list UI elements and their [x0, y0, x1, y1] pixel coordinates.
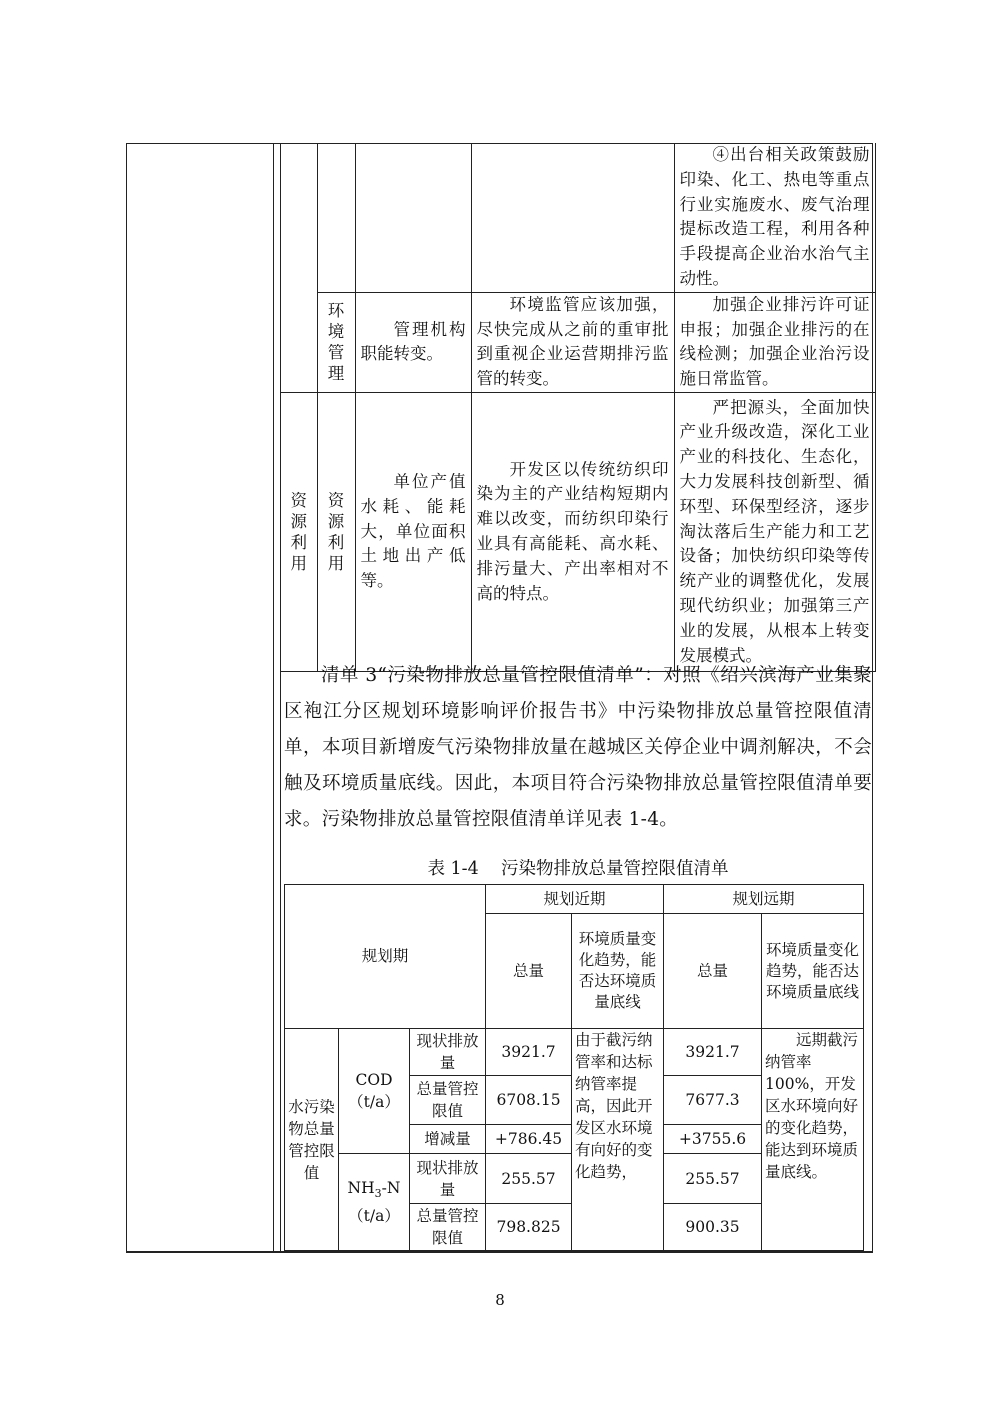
far-note: 远期截污纳管率100%，开发区水环境向好的变化趋势，能达到环境质量底线。 — [762, 1029, 864, 1251]
header-total-near: 总量 — [486, 914, 572, 1029]
row-label: 现状排放量 — [410, 1029, 486, 1076]
header-near: 规划近期 — [486, 885, 664, 914]
near-value: +786.45 — [486, 1125, 572, 1154]
table-cell — [281, 143, 317, 392]
far-value: 255.57 — [664, 1154, 762, 1204]
cause-cell: 环境监管应该加强，尽快完成从之前的重审批到重视企业运营期排污监管的转变。 — [471, 292, 674, 392]
header-total-far: 总量 — [664, 914, 762, 1029]
table-row — [285, 1029, 864, 1076]
near-value: 3921.7 — [486, 1029, 572, 1076]
frame-divider-left — [273, 143, 274, 1253]
cod-cell — [339, 1029, 410, 1154]
row-label: 现状排放量 — [410, 1154, 486, 1204]
far-value: 3921.7 — [664, 1029, 762, 1076]
nh-unit: （t/a） — [348, 1207, 400, 1226]
table-row — [285, 885, 864, 914]
measure-cell: 加强企业排污许可证申报；加强企业排污的在线检测；加强企业治污设施日常监管。 — [674, 292, 875, 392]
nh-label: $NH_3-N$ — [347, 1178, 401, 1201]
header-period: 规划期 — [285, 885, 486, 1029]
group-cell: 水污染物总量管控限值 — [285, 1029, 339, 1251]
header-far: 规划远期 — [664, 885, 864, 914]
table-cell — [471, 143, 674, 292]
header-env-far: 环境质量变化趋势，能否达环境质量底线 — [762, 914, 864, 1029]
row-label: 总量管控限值 — [410, 1204, 486, 1251]
row-label: 总量管控限值 — [410, 1076, 486, 1125]
near-value: 798.825 — [486, 1204, 572, 1251]
nh-cell — [339, 1154, 410, 1251]
pollutant-limits-table — [284, 884, 864, 1251]
table-row — [281, 143, 875, 292]
issues-measures-table — [281, 143, 876, 672]
far-value: +3755.6 — [664, 1125, 762, 1154]
far-value: 900.35 — [664, 1204, 762, 1251]
table-row — [281, 292, 875, 392]
near-value: 6708.15 — [486, 1076, 572, 1125]
near-note: 由于截污纳管率和达标纳管率提高，因此开发区水环境有向好的变化趋势， — [572, 1029, 664, 1251]
cod-label: COD — [355, 1071, 393, 1089]
table-caption — [284, 855, 872, 880]
category-cell: 资源利用 — [317, 392, 355, 671]
row-label: 增减量 — [410, 1125, 486, 1154]
far-value: 7677.3 — [664, 1076, 762, 1125]
problem-cell: 单位产值水耗、能耗大，单位面积土地出产低等。 — [355, 392, 471, 671]
cause-cell: 开发区以传统纺织印染为主的产业结构短期内难以改变，而纺织印染行业具有高能耗、高水耗、排污量大、产出率相对不高的特点。 — [471, 392, 674, 671]
category-cell: 环境管理 — [317, 292, 355, 392]
cod-unit: （t/a） — [348, 1093, 400, 1111]
problem-cell: 管理机构职能转变。 — [355, 292, 471, 392]
table-cell — [355, 143, 471, 292]
table-caption-number: 表 1-4 — [427, 859, 479, 879]
table-caption-title: 污染物排放总量管控限值清单 — [501, 859, 729, 879]
measure-cell: ④出台相关政策鼓励印染、化工、热电等重点行业实施废水、废气治理提标改造工程，利用各种手段提高企业治水治气主动性。 — [674, 143, 875, 292]
domain-cell: 资源利用 — [281, 392, 317, 671]
table-cell — [317, 143, 355, 292]
body-paragraph: 清单 3“污染物排放总量管控限值清单”：对照《绍兴滨海产业集聚区袍江分区规划环境影响评价报告书》中污染物排放总量管控限值清单，本项目新增废气污染物排放量在越城区关停企业中调剂解决，不会触及环境质量底线。因此，本项目符合污染物排放总量管控限值清单要求。污染物排放总量管控限值清单详见表 1-4。 — [284, 665, 872, 830]
header-env-near: 环境质量变化趋势，能否达环境质量底线 — [572, 914, 664, 1029]
near-value: 255.57 — [486, 1154, 572, 1204]
page-number: 8 — [495, 1291, 505, 1309]
table-row — [281, 392, 875, 671]
measure-cell: 严把源头，全面加快产业升级改造，深化工业产业的科技化、生态化，大力发展科技创新型、循环型、环保型经济，逐步淘汰落后生产能力和工艺设备；加快纺织印染等传统产业的调整优化，发展现代纺织业；加强第三产业的发展，从根本上转变发展模式。 — [674, 392, 875, 671]
